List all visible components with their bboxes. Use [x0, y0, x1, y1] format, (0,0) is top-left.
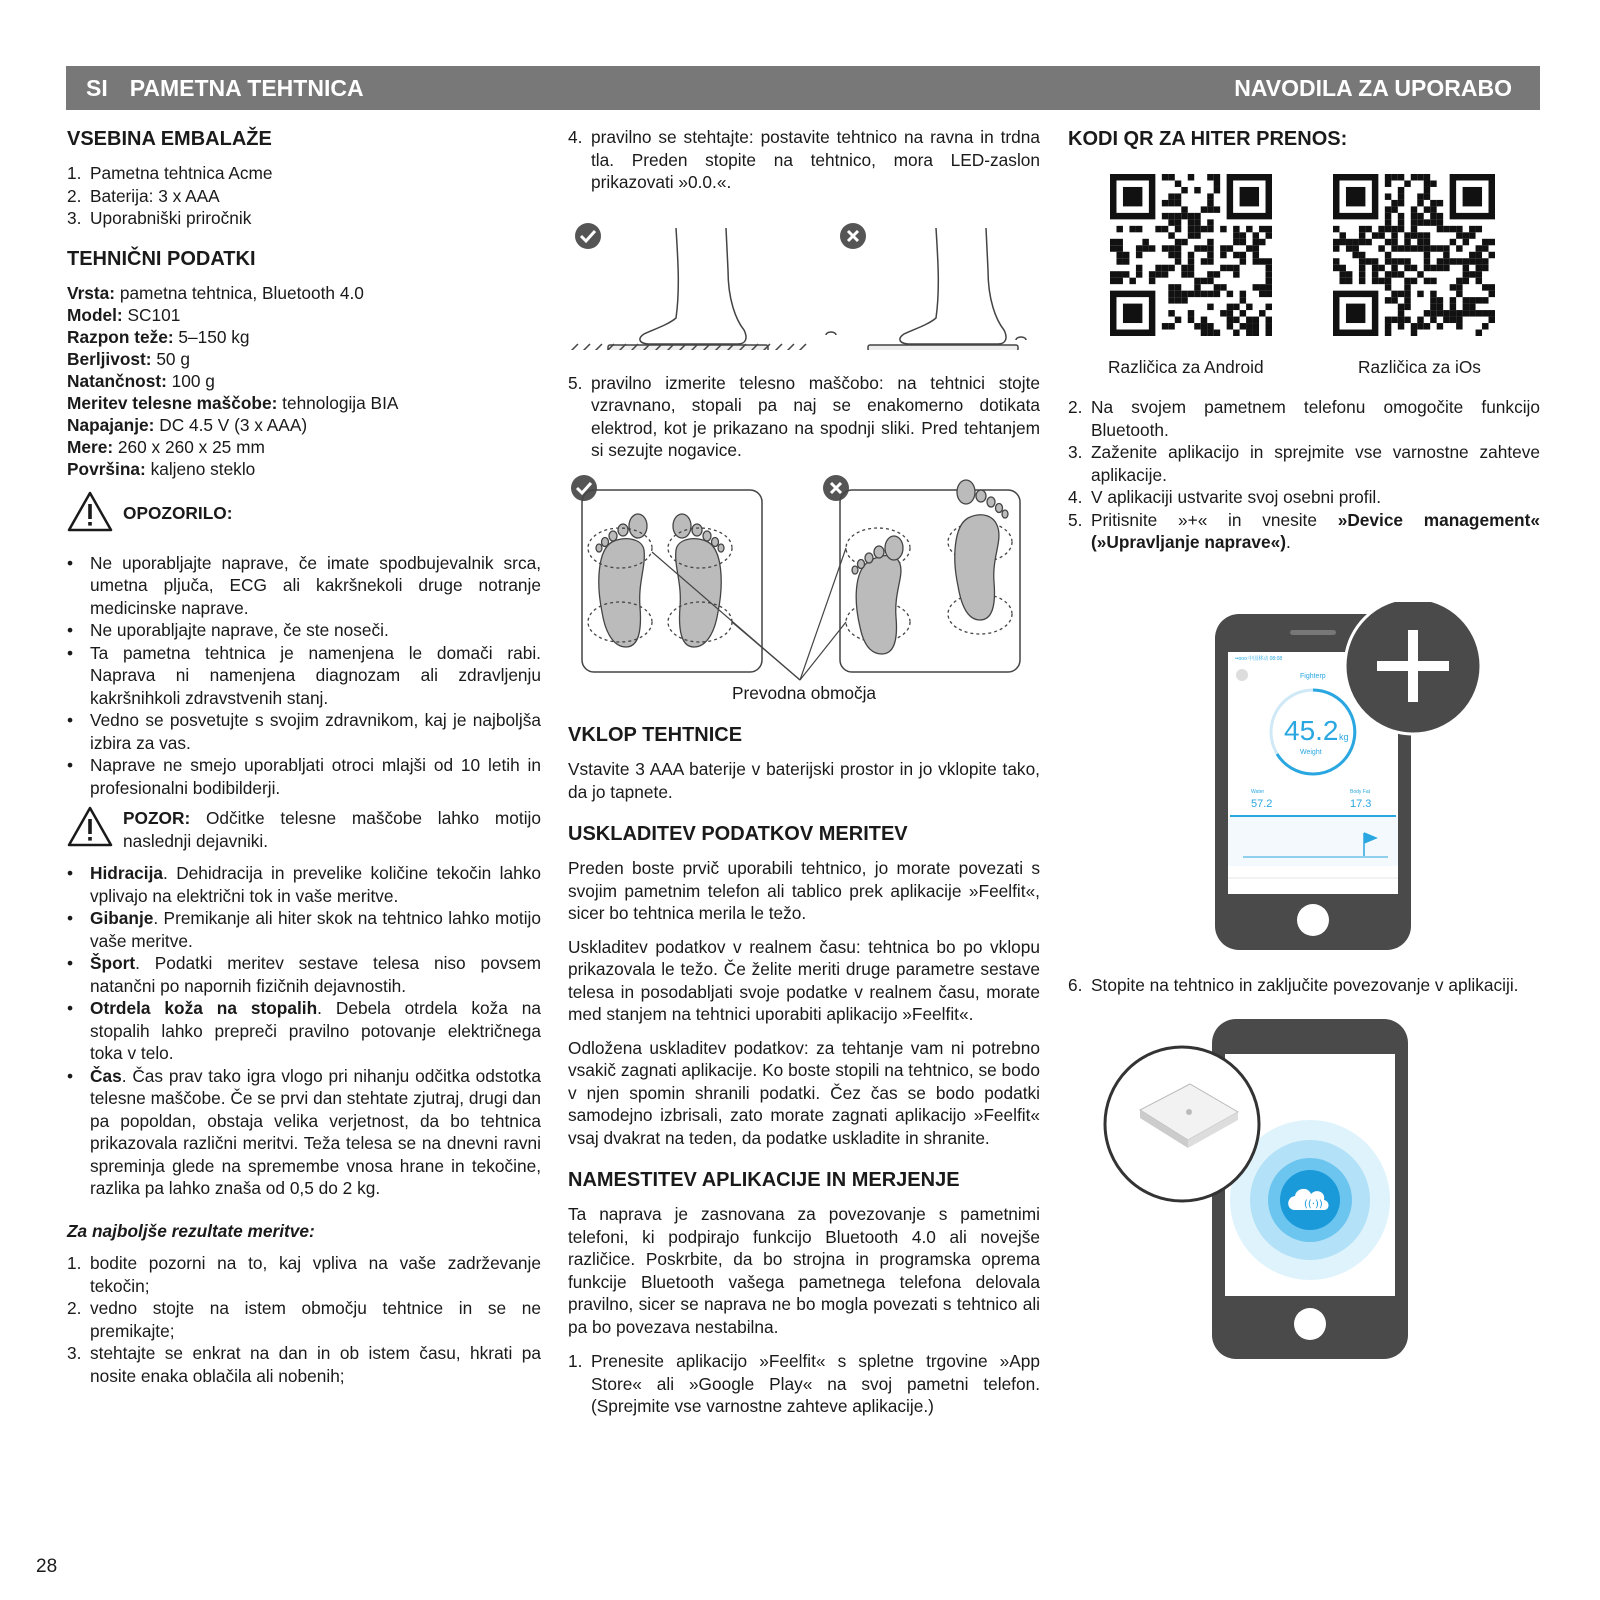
setup-steps [1068, 396, 1540, 554]
spec-row: Razpon teže: 5–150 kg [67, 326, 250, 347]
contents-list [67, 162, 541, 230]
weight-value: 45.2 [1284, 714, 1339, 746]
warning-icon [67, 490, 113, 532]
column-middle [568, 126, 1040, 1418]
warning-title: OPOZORILO: [123, 502, 233, 523]
power-on-text: Vstavite 3 AAA baterije v baterijski prostor in jo vklopite tako, da jo tapnete. [568, 759, 1040, 802]
page-header [66, 66, 1540, 110]
cross-icon [840, 223, 866, 249]
list-item: 2. vedno stojte na istem območju tehtnice in se ne premikajte; [67, 1298, 541, 1341]
list-item: 2. Na svojem pametnem telefonu omogočite funkcijo Bluetooth. [1068, 397, 1540, 440]
check-icon [571, 475, 597, 501]
list-item: 6. Stopite na tehtnico in zaključite povezovanje v aplikaciji. [1068, 974, 1519, 995]
qr-android-label: Različica za Android [1108, 357, 1264, 377]
warning-list [67, 552, 541, 800]
list-item: • Otrdela koža na stopalih. Debela otrdela koža na stopalih lahko prepreči pravilno potovanje električnega toka v telo. [67, 998, 541, 1063]
svg-text:((·)): ((·)) [1304, 1199, 1323, 1210]
list-item: • Čas. Čas prav tako igra vlogo pri nihanju odčitka odstotka telesne maščobe. Če se prvi dan stehtate zjutraj, drugi dan pa popoldan, obstaja velika verjetnost, da bo tehtnica prikazovala različni meritvi. Teža telesa se na dnevni ravni spreminja glede na spremembe vnosa hrane in tekočine, razlika pa lahko znaša od 0,5 do 2 kg. [67, 1065, 541, 1198]
qr-ios-label: Različica za iOs [1358, 357, 1481, 377]
best-results-list [67, 1252, 541, 1387]
list-item: 4. V aplikaciji ustvarite svoj osebni profil. [1068, 487, 1382, 507]
avatar [1236, 669, 1248, 681]
power-on-heading: VKLOP TEHTNICE [568, 724, 743, 746]
check-icon [575, 223, 601, 249]
spec-row: Vrsta: pametna tehtnica, Bluetooth 4.0 [67, 282, 364, 303]
list-item: 3. stehtajte se enkrat na dan in ob istem času, hkrati pa nosite enaka oblačila ali nobenih; [67, 1343, 541, 1386]
spec-row: Napajanje: DC 4.5 V (3 x AAA) [67, 414, 308, 435]
figure-caption: Prevodna območja [731, 682, 877, 703]
list-item: 5. pravilno izmerite telesno maščobo: na tehtnici stojte vzravnano, stopali pa naj se enakomerno dotikata elektrod, kot je prikazano na spodnji sliki. Pred tehtanjem si sezujte nogavice. [568, 372, 1040, 460]
foot-illustration-correct [568, 228, 808, 350]
water-value: 57.2 [1251, 797, 1273, 810]
svg-text:Body Fat: Body Fat [1350, 788, 1371, 795]
sync-paragraph: Preden boste prvič uporabili tehtnico, jo morate povezati s svojim pametnim telefon ali tablico prek aplikacije »Feelfit«, sicer bo tehtnica merila le težo. [568, 858, 1040, 923]
list-item: • Šport. Podatki meritev sestave telesa niso povsem natančni po napornih fizičnih dejavnostih. [67, 953, 541, 996]
warning-icon [67, 805, 113, 847]
qr-code-ios[interactable] [1333, 174, 1495, 336]
list-item: 1. bodite pozorni na to, kaj vpliva na vaše zadrževanje tekočin; [67, 1253, 541, 1296]
list-item: 1. Prenesite aplikacijo »Feelfit« s spletne trgovine »App Store« ali »Google Play« na svoj pametni telefon. (Sprejmite vse varnostne zahteve aplikacije.) [568, 1351, 1040, 1416]
list-item: 1. Pametna tehtnica Acme [67, 163, 273, 183]
caution-text: Odčitke telesne maščobe lahko motijo naslednji dejavniki. [123, 808, 541, 851]
list-item: 3. Zaženite aplikacijo in sprejmite vse varnostne zahteve aplikacije. [1068, 442, 1540, 485]
install-heading: NAMESTITEV APLIKACIJE IN MERJENJE [568, 1169, 960, 1191]
page-number: 28 [36, 1556, 58, 1577]
list-item: • Hidracija. Dehidracija in prevelike količine tekočin lahko vplivajo na električni tok in vaše meritve. [67, 863, 541, 906]
wrong-feet [852, 480, 1008, 654]
phone-app-illustration [1068, 602, 1540, 962]
spec-row: Natančnost: 100 g [67, 370, 215, 391]
language-code: SI [86, 75, 108, 101]
correct-feet [596, 514, 724, 647]
list-item: • Ta pametna tehtnica je namenjena le domači rabi. Naprava ni namenjena diagnozam ali zdravljenju kakršnihkoli zdravstvenih stanj. [67, 642, 541, 708]
column-right [1068, 126, 1540, 1364]
cross-icon [823, 475, 849, 501]
caution-title: POZOR: [123, 808, 191, 828]
spec-list [67, 282, 541, 480]
scale-placement-figure [568, 200, 1040, 350]
spec-row: Meritev telesne maščobe: tehnologija BIA [67, 392, 399, 413]
list-item: 3. Uporabniški priročnik [67, 208, 252, 228]
svg-text:••ooo 中国移动 08:08: ••ooo 中国移动 08:08 [1235, 655, 1283, 662]
svg-text:Water: Water [1251, 788, 1265, 795]
weight-label: Weight [1300, 748, 1322, 756]
weight-unit: kg [1339, 731, 1349, 742]
spec-row: Površina: kaljeno steklo [67, 458, 256, 479]
manual-title: NAVODILA ZA UPORABO [1234, 75, 1512, 101]
list-item: • Vedno se posvetujte s svojim zdravnikom, kaj je najboljša izbira za vas. [67, 710, 541, 753]
list-item: • Ne uporabljajte naprave, če ste noseči. [67, 620, 389, 640]
column-left [67, 126, 541, 1387]
spec-row: Mere: 260 x 260 x 25 mm [67, 436, 265, 457]
phone-pairing-illustration [1068, 1014, 1540, 1364]
list-item: • Naprave ne smejo uporabljati otroci mlajši od 10 letih in profesionalni bodibilderji. [67, 755, 541, 798]
qr-code-android[interactable] [1110, 174, 1272, 336]
sync-heading: USKLADITEV PODATKOV MERITEV [568, 823, 908, 845]
fat-value: 17.3 [1350, 797, 1372, 810]
product-title: PAMETNA TEHTNICA [129, 75, 364, 101]
qr-labels [1068, 354, 1540, 384]
scale-thumbnail [1105, 1047, 1259, 1201]
best-results-heading: Za najboljše rezultate meritve: [67, 1220, 315, 1241]
qr-codes [1068, 162, 1540, 344]
install-paragraph: Ta naprava je zasnovana za povezovanje s pametnimi telefoni, ki podpirajo funkcijo Bluetooth 4.0 ali novejše različice. Poskrbite, da bo strojna in programska oprema funkcije Bluetooth vašega pametnega telefona delovala pravilno, sicer se naprava ne bo mogla povezati s tehtnico ali pa bo povezava nestabilna. [568, 1204, 1040, 1337]
sync-paragraph: Uskladitev podatkov v realnem času: tehtnica bo po vklopu prikazovala le težo. Če želite meriti druge parametre sestave telesa in posodabljati svoje podatke v realnem času, morate med stanjem na tehtnici uporabiti aplikacijo »Feelfit«. [568, 936, 1040, 1024]
list-item: • Ne uporabljajte naprave, če imate spodbujevalnik srca, umetna pljuča, ECG ali kakršnekoli druge notranje medicinske naprave. [67, 552, 541, 618]
sync-paragraph: Odložena uskladitev podatkov: za tehtanje vam ni potrebno vsakič zagnati aplikacije. Ko boste stopili na tehtnico, se bodo v njen spomin shranili podatki. Čez čas se bodo podatki samodejno izbrisali, zato morate zagnati aplikacijo »Feelfit« vsaj dvakrat na teden, da podatke uskladite in shranite. [568, 1037, 1040, 1148]
spec-row: Berljivost: 50 g [67, 348, 190, 369]
factor-list [67, 862, 541, 1200]
qr-heading: KODI QR ZA HITER PRENOS: [1068, 128, 1348, 150]
warning-block [67, 492, 541, 542]
list-item: 4. pravilno se stehtajte: postavite tehtnico na ravna in trdna tla. Preden stopite na tehtnico, mora LED-zaslon prikazovati »0.0.«. [568, 127, 1040, 192]
list-item: 2. Baterija: 3 x AAA [67, 185, 220, 206]
contents-heading: VSEBINA EMBALAŽE [67, 128, 272, 150]
tech-heading: TEHNIČNI PODATKI [67, 247, 256, 270]
list-item: 5. Pritisnite »+« in vnesite »Device management« (»Upravljanje naprave«). [1068, 509, 1540, 552]
plus-button-icon [1345, 602, 1481, 734]
spec-row: Model: SC101 [67, 304, 181, 325]
electrode-contact-figure [568, 472, 1040, 682]
app-profile-name: Fighterp [1300, 672, 1326, 680]
caution-block [67, 807, 541, 852]
list-item: • Gibanje. Premikanje ali hiter skok na tehtnico lahko motijo vaše meritve. [67, 908, 541, 951]
